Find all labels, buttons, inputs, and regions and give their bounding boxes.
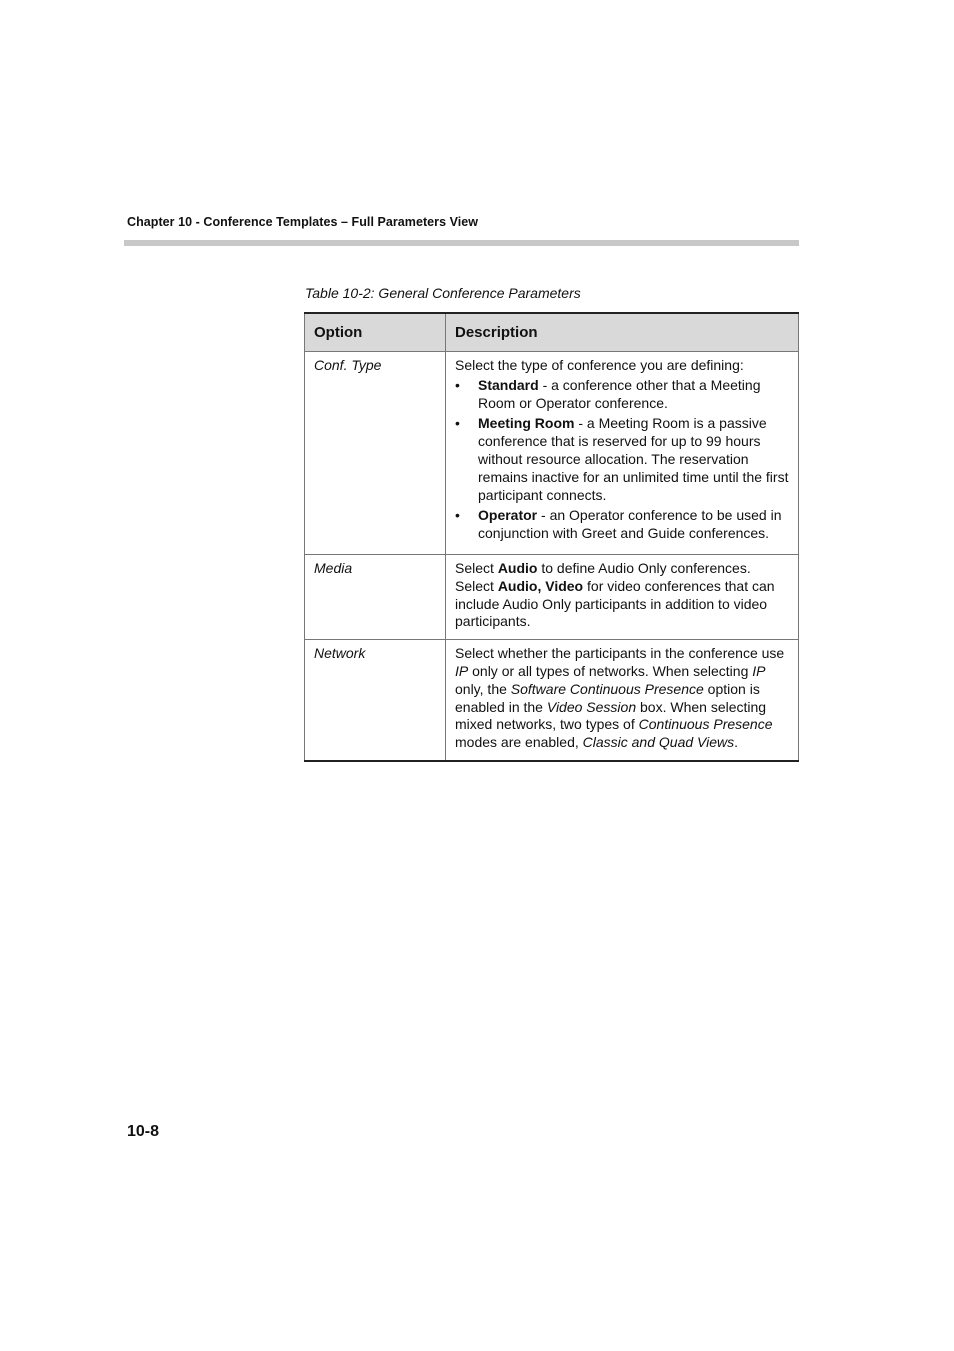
description-cell <box>446 640 799 761</box>
description-term: Audio <box>497 559 538 576</box>
bullet-glyph: • <box>455 507 460 524</box>
column-header-description: Description <box>446 313 799 352</box>
description-text: for video conferences that can include Audio Only participants in addition to video participants. <box>455 577 775 630</box>
table-header-row <box>305 313 799 352</box>
running-header: Chapter 10 - Conference Templates – Full Parameters View <box>127 215 479 229</box>
description-text: only, the <box>455 680 511 697</box>
list-item <box>455 415 789 504</box>
description-term: Video Session <box>546 698 637 715</box>
header-rule <box>124 240 799 246</box>
option-cell: Network <box>305 640 446 761</box>
bullet-glyph: • <box>455 415 460 432</box>
option-cell: Media <box>305 554 446 639</box>
description-text: . <box>734 734 739 751</box>
table-row <box>305 554 799 639</box>
description-term: IP <box>752 662 766 679</box>
bullet-text: - a conference other that a Meeting Room or Operator conference. <box>478 376 761 411</box>
description-text: option is enabled in the <box>455 680 760 715</box>
table-row <box>305 352 799 555</box>
description-cell <box>446 352 799 555</box>
description-cell <box>446 554 799 639</box>
description-term: Software Continuous Presence <box>510 680 704 697</box>
description-term: Classic and Quad Views <box>582 734 735 751</box>
description-text: modes are enabled, <box>455 734 583 751</box>
bullet-text: - a Meeting Room is a passive conference that is reserved for up to 99 hours without resource allocation. The reservation remains inactive for an unlimited time until the first participant connects. <box>478 415 789 503</box>
bullet-list <box>455 377 789 543</box>
description-text: Select <box>455 559 498 576</box>
description-text: Select whether the participants in the conference use <box>455 645 785 662</box>
description-intro: Select the type of conference you are defining: <box>455 357 744 373</box>
column-header-option: Option <box>305 313 446 352</box>
parameters-table <box>304 312 799 762</box>
list-item <box>455 377 789 413</box>
description-term: Audio, Video <box>497 577 584 594</box>
list-item <box>455 507 789 543</box>
description-text: to define Audio Only conferences. Select <box>455 559 751 594</box>
bullet-text: - an Operator conference to be used in conjunction with Greet and Guide conferences. <box>478 507 782 542</box>
description-term: Continuous Presence <box>638 716 773 733</box>
bullet-term: Operator <box>478 507 538 524</box>
description-text: box. When selecting mixed networks, two types of <box>455 698 767 733</box>
table-caption: Table 10-2: General Conference Parameters <box>305 285 581 301</box>
page-number: 10-8 <box>127 1123 160 1140</box>
bullet-glyph: • <box>455 376 460 393</box>
description-term: IP <box>455 662 469 679</box>
bullet-term: Standard <box>478 376 539 393</box>
bullet-term: Meeting Room <box>478 415 575 432</box>
table-row <box>305 640 799 761</box>
description-text: only or all types of networks. When selecting <box>468 662 753 679</box>
option-cell: Conf. Type <box>305 352 446 555</box>
